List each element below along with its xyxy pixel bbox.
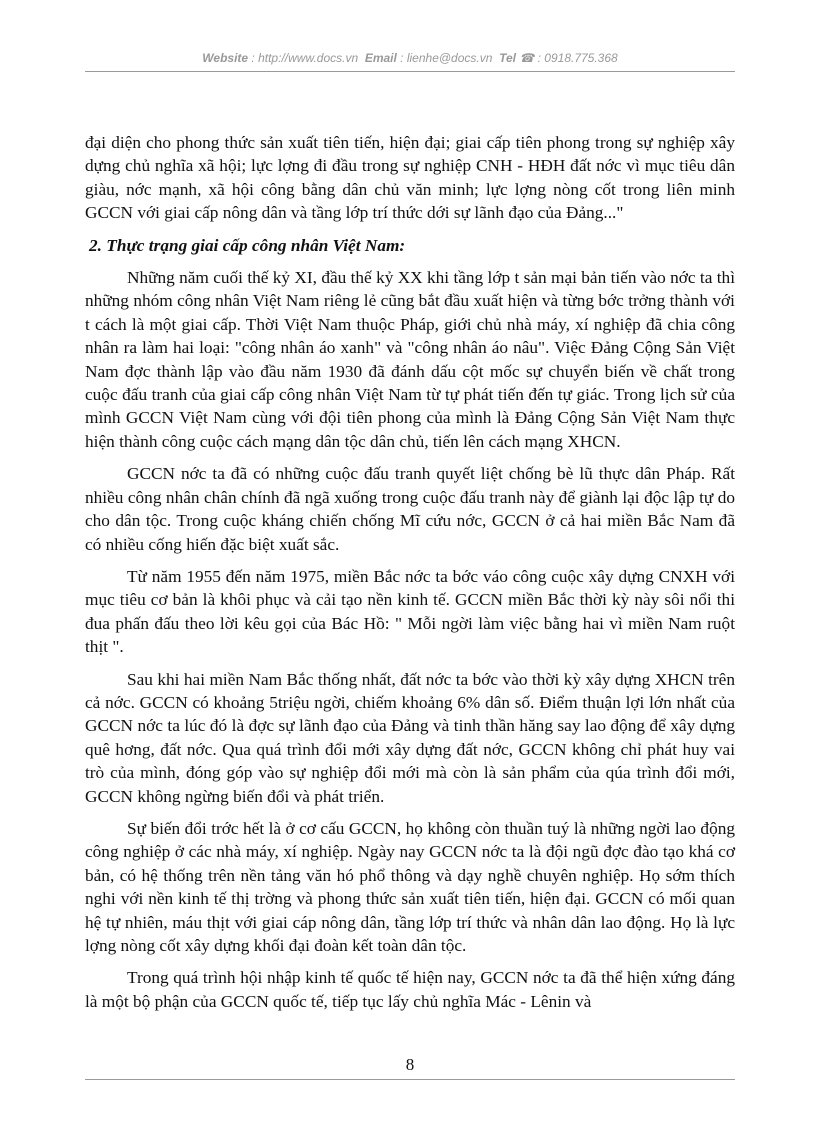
footer-divider [85,1079,735,1080]
email-value: : lienhe@docs.vn [400,51,493,65]
header-divider [85,71,735,72]
website-value: : http://www.docs.vn [251,51,359,65]
paragraph-2: GCCN nớc ta đã có những cuộc đấu tranh quyết liệt chống bè lũ thực dân Pháp. Rất nhiều công nhân chân chính đã ngã xuống trong cuộc đấu tranh này để giành lại độc lập tự do cho dân tộc. Trong cuộc kháng chiến chống Mĩ cứu nớc, GCCN ở cả hai miền Bắc Nam đã có nhiều cống hiến đặc biệt xuất sắc. [85,464,735,554]
tel-value: : 0918.775.368 [537,51,618,65]
section-heading: 2. Thực trạng giai cấp công nhân Việt Nam: [89,235,406,255]
website-label: Website [202,51,249,65]
email-label: Email [364,51,397,65]
paragraph-6: Trong quá trình hội nhập kinh tế quốc tế hiện nay, GCCN nớc ta đã thể hiện xứng đáng là một bộ phận của GCCN quốc tế, tiếp tục lấy chủ nghĩa Mác - Lênin và [85,968,735,1011]
page-header [85,51,735,65]
paragraph-3: Từ năm 1955 đến năm 1975, miền Bắc nớc ta bớc váo công cuộc xây dựng CNXH với mục tiêu cơ bản là khôi phục và cải tạo nền kinh tế. GCCN miền Bắc thời kỳ này sôi nổi thi đua phấn đấu theo lời kêu gọi của Bác Hồ: " Mỗi ngời làm việc bằng hai vì miền Nam ruột thịt ". [85,566,735,657]
paragraph-4: Sau khi hai miền Nam Bắc thống nhất, đất nớc ta bớc vào thời kỳ xây dựng XHCN trên cả nớc. GCCN có khoảng 5triệu ngời, chiếm khoảng 6% dân số. Điểm thuận lợi lớn nhất của GCCN nớc ta lúc đó là đợc sự lãnh đạo của Đảng và tinh thần hăng say lao động để xây dựng quê hơng, đất nớc. Qua quá trình đổi mới xây dựng đất nớc, GCCN không chỉ phát huy vai trò của mình, đóng góp vào sự nghiệp đổi mới mà còn là sản phẩm của qúa trình đổi mới, GCCN không ngừng biến đổi và phát triển. [85,669,735,806]
paragraph-1: Những năm cuối thế kỷ XI, đầu thế kỷ XX khi tầng lớp t sản mại bản tiến vào nớc ta thì những nhóm công nhân Việt Nam riêng lẻ cũng bắt đầu xuất hiện và từng bớc trởng thành với t cách là một giai cấp. Thời Việt Nam thuộc Pháp, giới chủ nhà máy, xí nghiệp đã chia công nhân ra làm hai loại: "công nhân áo xanh" và "công nhân áo nâu". Việc Đảng Cộng Sản Việt Nam đợc thành lập vào đầu năm 1930 đã đánh dấu cột mốc sự chuyển biến về chất trong cuộc đấu tranh của giai cấp công nhân Việt Nam từ tự phát tiến đến tự giác. Trong lịch sử của mình GCCN Việt Nam cùng với đội tiên phong của mình là Đảng Cộng Sản Việt Nam thực hiện thành công cuộc cách mạng dân tộc dân chủ, tiến lên cách mạng XHCN. [85,268,735,451]
paragraph-5: Sự biến đổi trớc hết là ở cơ cấu GCCN, họ không còn thuần tuý là những ngời lao động công nghiệp ở các nhà máy, xí nghiệp. Ngày nay GCCN nớc ta là đội ngũ đợc đào tạo khá cơ bản, có hệ thống trên nền tảng văn hó phổ thông và dạy nghề chuyên nghiệp. Họ sớm thích nghi với nền kinh tế thị trờng và phong thức sản xuất tiên tiến, hiện đại. GCCN có mối quan hệ tự nhiên, máu thịt với giai cáp nông dân, tầng lớp trí thức và nhân dân lao động. Họ là lực lợng nòng cốt xây dựng khối đại đoàn kết toàn dân tộc. [85,818,735,955]
paragraph-continued: đại diện cho phong thức sản xuất tiên tiến, hiện đại; giai cấp tiên phong trong sự nghiệp xây dựng chủ nghĩa xã hội; lực lợng đi đầu trong sự nghiệp CNH - HĐH đất nớc vì mục tiêu dân giàu, nớc mạnh, xã hội công bằng dân chủ văn minh; lực lợng nòng cốt trong liên minh GCCN với giai cấp nông dân và tầng lớp trí thức dới sự lãnh đạo của Đảng..." [85,133,735,223]
page-number: 8 [405,1055,415,1074]
phone-icon: ☎ [519,51,535,65]
document-body [85,131,735,1022]
tel-label: Tel [499,51,516,65]
